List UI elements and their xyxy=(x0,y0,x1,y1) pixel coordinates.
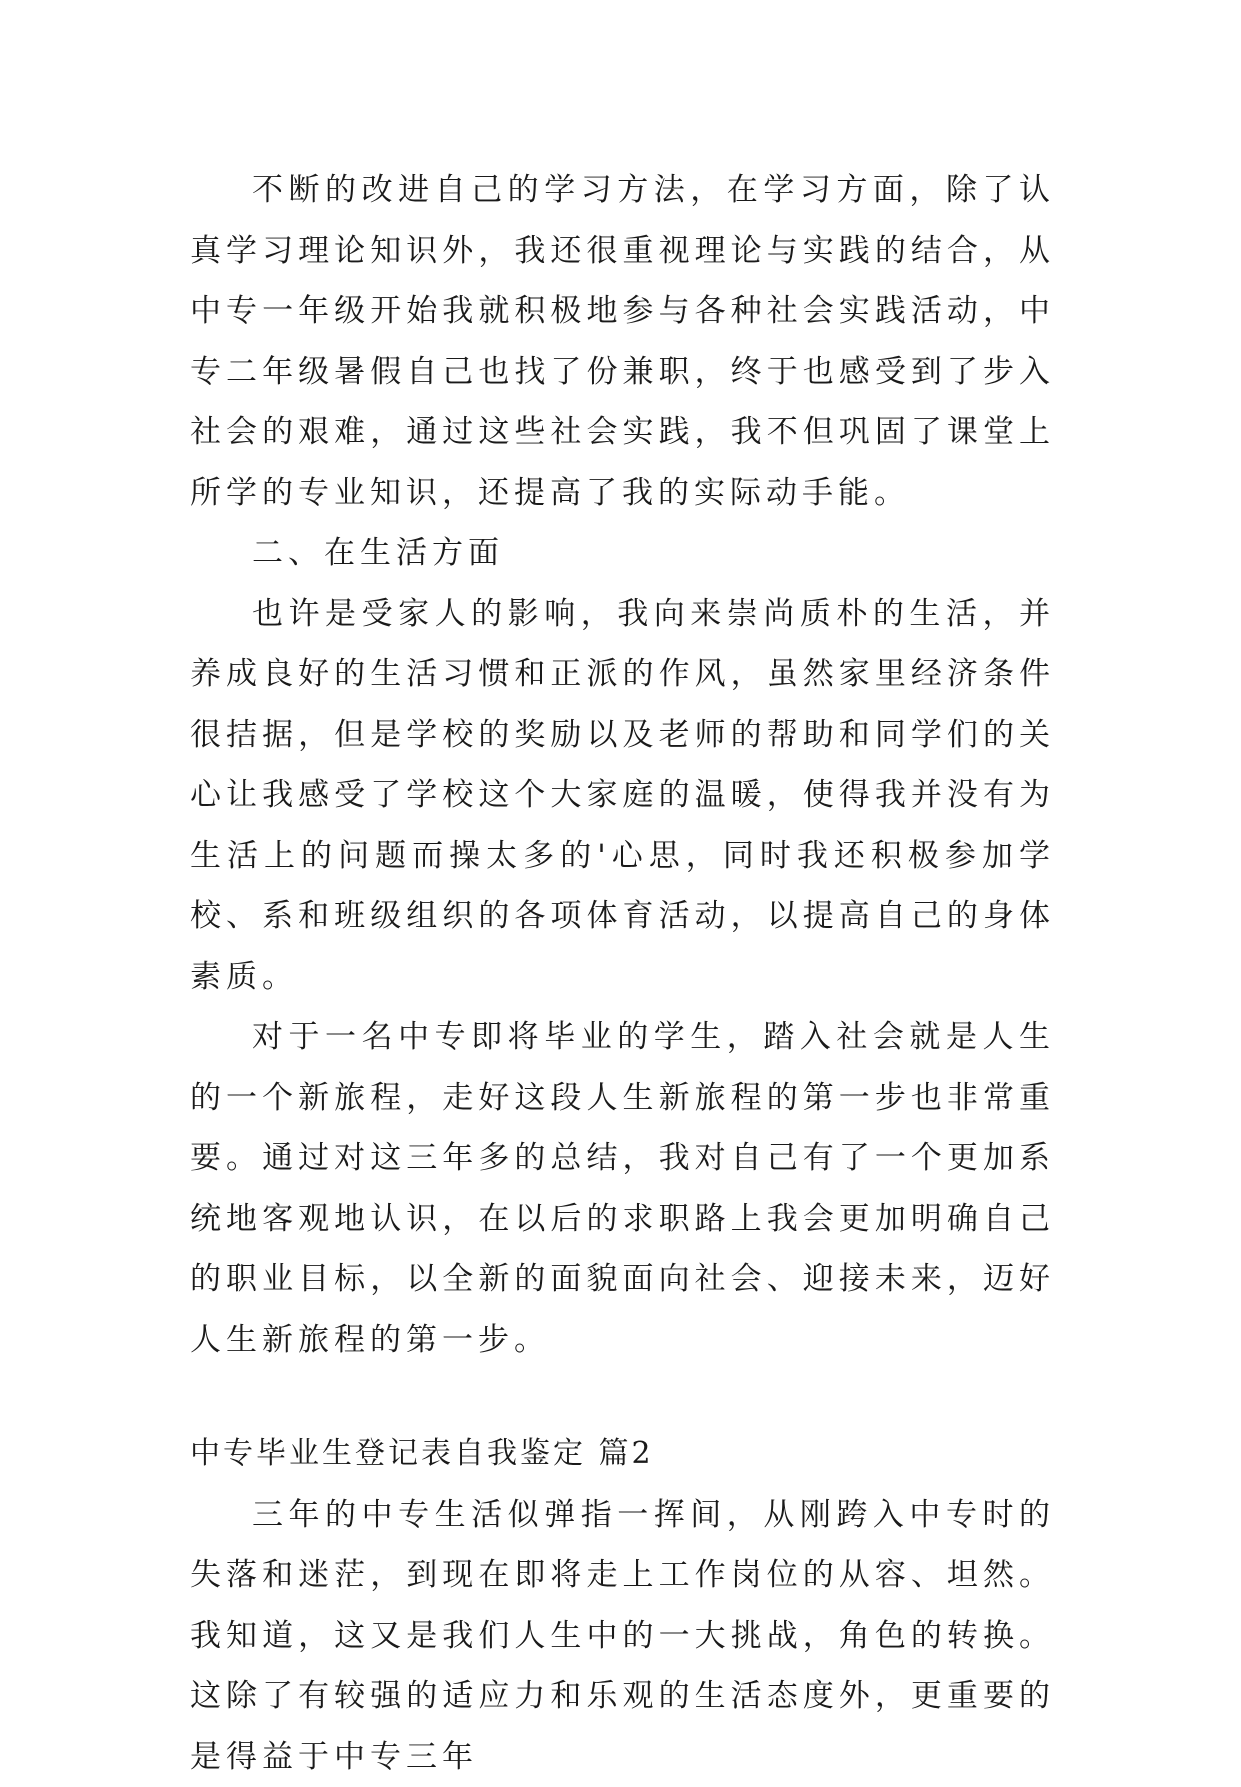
section-2-title: 中专毕业生登记表自我鉴定 篇2 xyxy=(190,1424,1055,1485)
life-paragraph: 也许是受家人的影响，我向来崇尚质朴的生活，并养成良好的生活习惯和正派的作风，虽然家里经济条件很拮据，但是学校的奖励以及老师的帮助和同学们的关心让我感受了学校这个大家庭的温暖，使得我并没有为生活上的问题而操太多的'心思，同时我还积极参加学校、系和班级组织的各项体育活动，以提高自己的身体素质。 xyxy=(190,584,1055,1008)
study-paragraph: 不断的改进自己的学习方法，在学习方面，除了认真学习理论知识外，我还很重视理论与实践的结合，从中专一年级开始我就积极地参与各种社会实践活动，中专二年级暑假自己也找了份兼职，终于也感受到了步入社会的艰难，通过这些社会实践，我不但巩固了课堂上所学的专业知识，还提高了我的实际动手能。 xyxy=(190,160,1055,523)
closing-paragraph: 对于一名中专即将毕业的学生，踏入社会就是人生的一个新旅程，走好这段人生新旅程的第一步也非常重要。通过对这三年多的总结，我对自己有了一个更加系统地客观地认识，在以后的求职路上我会更加明确自己的职业目标，以全新的面貌面向社会、迎接未来，迈好人生新旅程的第一步。 xyxy=(190,1007,1055,1370)
life-section-heading: 二、在生活方面 xyxy=(190,523,1055,584)
document-body xyxy=(190,160,1055,1787)
section-2-paragraph: 三年的中专生活似弹指一挥间，从刚跨入中专时的失落和迷茫，到现在即将走上工作岗位的从容、坦然。我知道，这又是我们人生中的一大挑战，角色的转换。这除了有较强的适应力和乐观的生活态度外，更重要的是得益于中专三年 xyxy=(190,1485,1055,1787)
